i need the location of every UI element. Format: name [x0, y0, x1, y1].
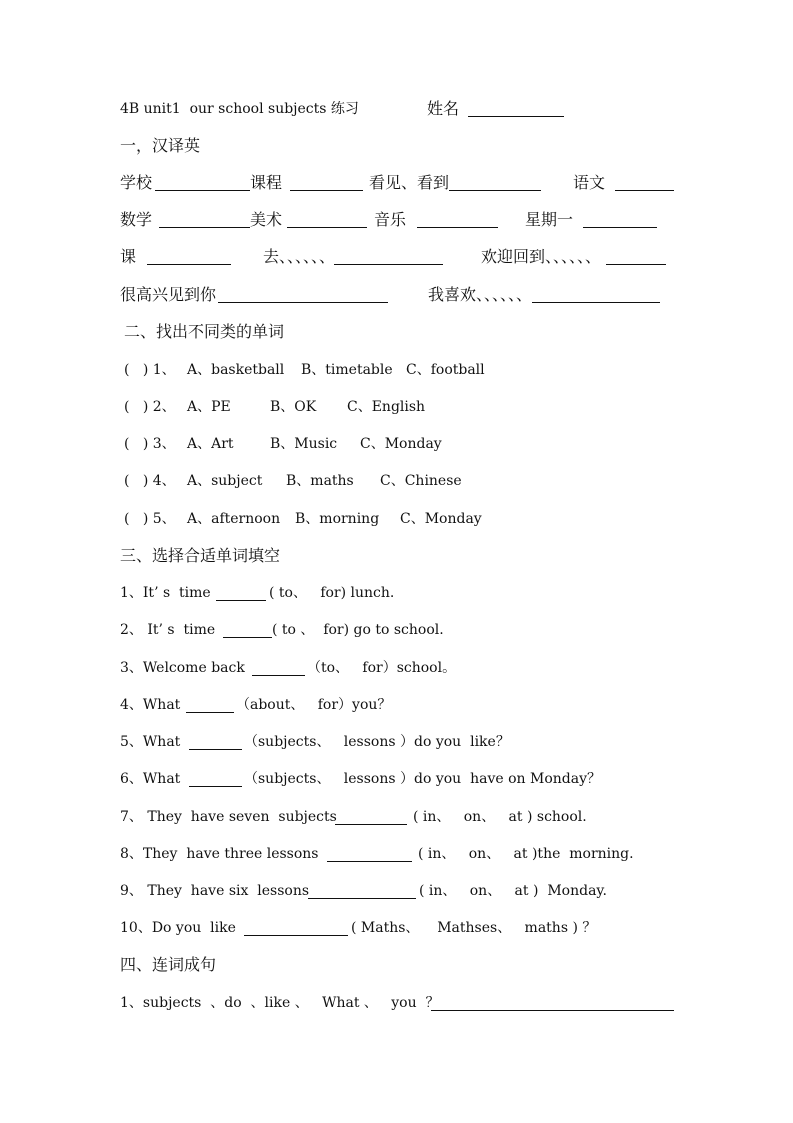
- prompt-word: 语文: [573, 173, 606, 192]
- odd-one-out-item: [0, 395, 793, 419]
- answer-blank[interactable]: [252, 675, 305, 676]
- option-a: A、basketball: [187, 362, 285, 378]
- answer-blank[interactable]: [606, 264, 666, 265]
- answer-blank[interactable]: [159, 227, 250, 228]
- answer-blank[interactable]: [287, 227, 367, 228]
- choices-text: （subjects、 lessons ）do you like？: [244, 734, 510, 750]
- fill-blank-item: [0, 767, 793, 791]
- fill-blank-item: [0, 730, 793, 754]
- section-heading: 二、找出不同类的单词: [124, 322, 285, 341]
- option-b: B、maths: [286, 473, 354, 489]
- item-number: ( ) 1、: [124, 362, 176, 378]
- answer-blank[interactable]: [189, 786, 242, 787]
- answer-blank[interactable]: [218, 302, 388, 303]
- prompt-word: 课: [120, 247, 137, 266]
- prompt-word: 美术: [250, 210, 283, 229]
- section-3-heading-line: [0, 544, 793, 568]
- question-text: 8、They have three lessons: [120, 846, 319, 862]
- section-4-heading-line: [0, 953, 793, 977]
- odd-one-out-item: [0, 432, 793, 456]
- answer-blank[interactable]: [189, 749, 242, 750]
- scrambled-words: 1、subjects 、do 、like 、 What 、 you ？: [120, 995, 440, 1011]
- option-c: C、Monday: [400, 511, 482, 527]
- item-number: ( ) 2、: [124, 399, 176, 415]
- question-text: 4、What: [120, 697, 181, 713]
- title-line: [0, 97, 793, 121]
- answer-blank[interactable]: [186, 712, 234, 713]
- question-text: 6、What: [120, 771, 181, 787]
- answer-blank[interactable]: [615, 190, 674, 191]
- answer-blank[interactable]: [147, 264, 231, 265]
- choices-text: ( Maths、 Mathses、 maths ) ？: [351, 920, 597, 936]
- prompt-word: 数学: [120, 210, 153, 229]
- option-c: C、Monday: [360, 436, 442, 452]
- odd-one-out-item: [0, 358, 793, 382]
- choices-text: （subjects、 lessons ）do you have on Monday？: [244, 771, 601, 787]
- question-text: 3、Welcome back: [120, 660, 245, 676]
- fill-blank-item: [0, 842, 793, 866]
- question-text: 2、 It’ s time: [120, 622, 216, 638]
- choices-text: ( in、 on、 at ) school.: [413, 809, 587, 825]
- question-text: 5、What: [120, 734, 181, 750]
- section-heading: 四、连词成句: [120, 955, 217, 974]
- choices-text: ( in、 on、 at ) Monday.: [419, 883, 607, 899]
- answer-blank[interactable]: [431, 1010, 674, 1011]
- option-c: C、Chinese: [380, 473, 462, 489]
- section-heading: 一，汉译英: [120, 136, 201, 155]
- option-b: B、morning: [295, 511, 380, 527]
- answer-blank[interactable]: [449, 190, 541, 191]
- option-c: C、football: [406, 362, 485, 378]
- option-a: A、PE: [187, 399, 231, 415]
- page-title: 4B unit1 our school subjects 练习: [120, 101, 359, 117]
- answer-blank[interactable]: [244, 935, 348, 936]
- translate-row-3: [0, 245, 793, 269]
- choices-text: ( to 、 for) go to school.: [272, 622, 444, 638]
- item-number: ( ) 3、: [124, 436, 176, 452]
- word-order-item: [0, 991, 793, 1015]
- answer-blank[interactable]: [417, 227, 498, 228]
- translate-row-1: [0, 171, 793, 195]
- question-text: 9、 They have six lessons: [120, 883, 310, 899]
- choices-text: ( to、 for) lunch.: [269, 585, 395, 601]
- fill-blank-item: [0, 581, 793, 605]
- fill-blank-item: [0, 693, 793, 717]
- prompt-word: 看见、看到: [369, 173, 450, 192]
- item-number: ( ) 5、: [124, 511, 176, 527]
- prompt-word: 去、、、、、、: [263, 247, 336, 266]
- item-number: ( ) 4、: [124, 473, 176, 489]
- section-2-heading-line: [0, 320, 793, 344]
- option-a: A、subject: [187, 473, 263, 489]
- odd-one-out-item: [0, 507, 793, 531]
- choices-text: （about、 for）you？: [236, 697, 392, 713]
- answer-blank[interactable]: [335, 824, 407, 825]
- choices-text: ( in、 on、 at )the morning.: [418, 846, 634, 862]
- prompt-word: 学校: [120, 173, 153, 192]
- odd-one-out-item: [0, 469, 793, 493]
- section-1-heading-line: [0, 134, 793, 158]
- question-text: 7、 They have seven subjects: [120, 809, 337, 825]
- option-c: C、English: [347, 399, 426, 415]
- answer-blank[interactable]: [290, 190, 363, 191]
- prompt-word: 音乐: [374, 210, 407, 229]
- fill-blank-item: [0, 916, 793, 940]
- name-blank[interactable]: [468, 116, 564, 117]
- question-text: 1、It’ s time: [120, 585, 211, 601]
- fill-blank-item: [0, 618, 793, 642]
- option-b: B、timetable: [301, 362, 393, 378]
- prompt-word: 很高兴见到你: [120, 285, 217, 304]
- answer-blank[interactable]: [155, 190, 250, 191]
- prompt-word: 课程: [250, 173, 283, 192]
- answer-blank[interactable]: [583, 227, 657, 228]
- fill-blank-item: [0, 805, 793, 829]
- prompt-word: 欢迎回到、、、、、、: [481, 247, 602, 266]
- prompt-word: 星期一: [525, 210, 574, 229]
- translate-row-2: [0, 208, 793, 232]
- translate-row-4: [0, 283, 793, 307]
- option-b: B、Music: [270, 436, 338, 452]
- option-a: A、Art: [187, 436, 234, 452]
- answer-blank[interactable]: [216, 600, 266, 601]
- choices-text: （to、 for）school。: [307, 660, 457, 676]
- fill-blank-item: [0, 656, 793, 680]
- prompt-word: 我喜欢、、、、、、: [428, 285, 533, 304]
- option-b: B、OK: [270, 399, 317, 415]
- option-a: A、afternoon: [187, 511, 281, 527]
- fill-blank-item: [0, 879, 793, 903]
- name-label: 姓名: [427, 99, 460, 118]
- answer-blank[interactable]: [532, 302, 660, 303]
- answer-blank[interactable]: [223, 637, 272, 638]
- section-heading: 三、选择合适单词填空: [120, 546, 281, 565]
- question-text: 10、Do you like: [120, 920, 236, 936]
- answer-blank[interactable]: [308, 898, 416, 899]
- answer-blank[interactable]: [327, 861, 412, 862]
- answer-blank[interactable]: [334, 264, 443, 265]
